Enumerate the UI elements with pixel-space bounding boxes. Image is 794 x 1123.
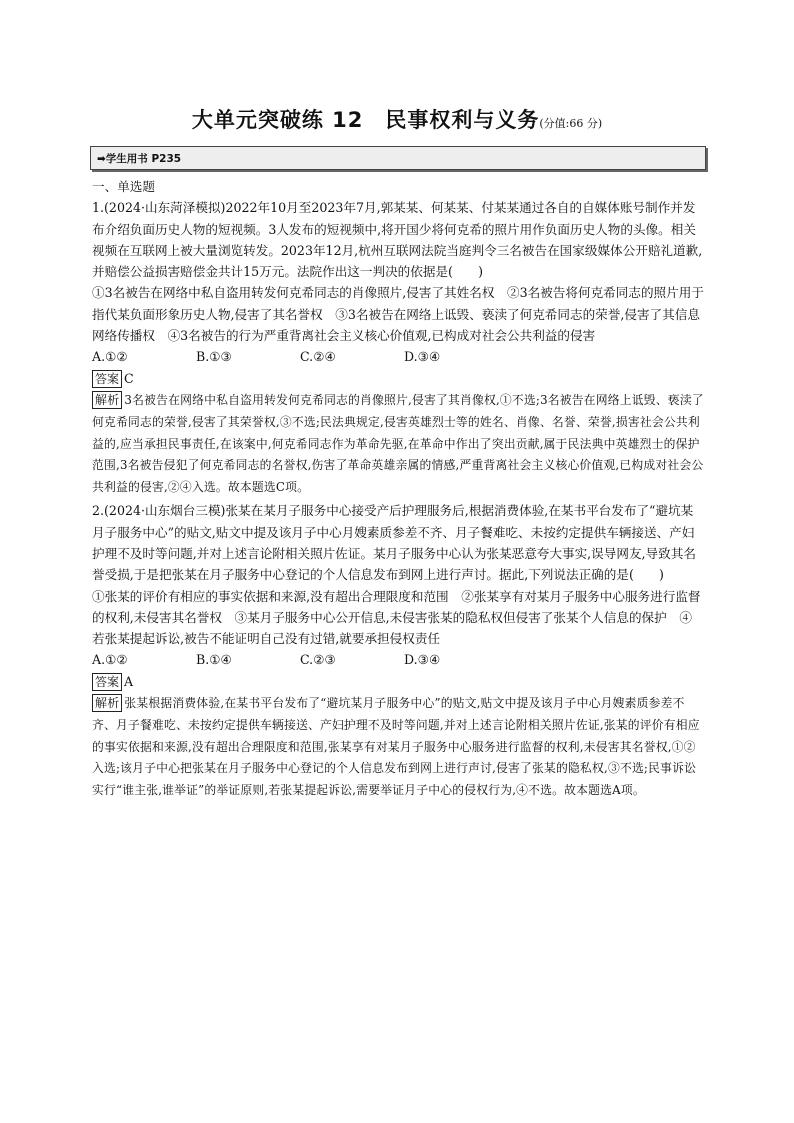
title-main: 大单元突破练 12 民事权利与义务 <box>191 108 540 132</box>
option-a: A.①② <box>92 652 128 668</box>
section-heading: 一、单选题 <box>92 179 155 194</box>
question-stem: 2.(2024·山东烟台三模)张某在某月子服务中心接受产后护理服务后,根据消费体验,在某书平台发布了“避坑某月子服务中心”的贴文,贴文中提及该月子中心月嫂素质参差不齐、月子餐难吃、未按约定提供车辆接送、产妇护理不及时等问题,并对上述言论附相关照片佐证。某月子服务中心认为张某恶意夸大事实,误导网友,导致其名誉受损,于是把张某在月子服务中心登记的个人信息发布到网上进行声讨。据此,下列说法正确的是( ) <box>92 503 696 583</box>
analysis-tag: 解析 <box>92 694 122 712</box>
question-statements: ①张某的评价有相应的事实依据和来源,没有超出合理限度和范围 ②张某享有对某月子服务中心服务进行监督的权利,未侵害其名誉权 ③某月子服务中心公开信息,未侵害张某的隐私权但侵害了张某个人信息的保护 ④若张某提起诉讼,被告不能证明自己没有过错,就要承担侵权责任 <box>92 588 701 647</box>
option-row <box>92 346 704 368</box>
answer-line <box>92 671 704 693</box>
answer-value: C <box>124 371 134 387</box>
answer-tag: 答案 <box>92 370 122 388</box>
analysis-tag: 解析 <box>92 391 122 409</box>
option-c: C.②④ <box>300 349 336 365</box>
question-1 <box>92 197 704 498</box>
student-book-bar <box>90 146 706 170</box>
option-a: A.①② <box>92 349 128 365</box>
option-c: C.②③ <box>300 652 336 668</box>
question-2 <box>92 500 704 801</box>
answer-tag: 答案 <box>92 673 122 691</box>
answer-value: A <box>124 674 134 690</box>
page-title <box>0 104 794 134</box>
student-book-reference: ➡学生用书 P235 <box>97 153 182 165</box>
score-note: (分值:66 分) <box>539 117 603 130</box>
option-d: D.③④ <box>404 349 441 365</box>
analysis-block <box>92 390 704 498</box>
analysis-text: 张某根据消费体验,在某书平台发布了“避坑某月子服务中心”的贴文,贴文中提及该月子中心月嫂素质参差不齐、月子餐难吃、未按约定提供车辆接送、产妇护理不及时等问题,并对上述言论附相关照片佐证,张某的评价有相应的事实依据和来源,没有超出合理限度和范围,张某享有对某月子服务中心服务进行监督的权利,未侵害其名誉权,①②入选;该月子中心把张某在月子服务中心登记的个人信息发布到网上进行声讨,侵害了张某的隐私权,③不选;民事诉讼实行“谁主张,谁举证”的举证原则,若张某提起诉讼,需要举证月子中心的侵权行为,④不选。故本题选A项。 <box>92 696 700 797</box>
option-b: B.①④ <box>196 652 232 668</box>
option-row <box>92 649 704 671</box>
answer-line <box>92 368 704 390</box>
option-b: B.①③ <box>196 349 232 365</box>
question-content <box>92 176 704 801</box>
question-statements: ①3名被告在网络中私自盗用转发何克希同志的肖像照片,侵害了其姓名权 ②3名被告将何克希同志的照片用于指代某负面形象历史人物,侵害了其名誉权 ③3名被告在网络上诋毁、亵渎了何克希同志的荣誉,侵害了其信息网络传播权 ④3名被告的行为严重背离社会主义核心价值观,已构成对社会公共利益的侵害 <box>92 285 704 344</box>
question-stem: 1.(2024·山东菏泽模拟)2022年10月至2023年7月,郭某某、何某某、付某某通过各自的自媒体账号制作并发布介绍负面历史人物的短视频。3人发布的短视频中,将开国少将何克希的照片用作负面历史人物的头像。相关视频在互联网上被大量浏览转发。2023年12月,杭州互联网法院当庭判令三名被告在国家级媒体公开赔礼道歉,并赔偿公益损害赔偿金共计15万元。法院作出这一判决的依据是( ) <box>92 200 703 280</box>
analysis-block <box>92 693 704 801</box>
analysis-text: 3名被告在网络中私自盗用转发何克希同志的肖像照片,侵害了其肖像权,①不选;3名被告在网络上诋毁、亵渎了何克希同志的荣誉,侵害了其荣誉权,③不选;民法典规定,侵害英雄烈士等的姓名、肖像、名誉、荣誉,损害社会公共利益的,应当承担民事责任,在该案中,何克希同志作为革命先驱,在革命中作出了突出贡献,属于民法典中英雄烈士的保护范围,3名被告侵犯了何克希同志的名誉权,伤害了革命英雄亲属的情感,严重背离社会主义核心价值观,已构成对社会公共利益的侵害,②④入选。故本题选C项。 <box>92 393 704 494</box>
option-d: D.③④ <box>404 652 441 668</box>
